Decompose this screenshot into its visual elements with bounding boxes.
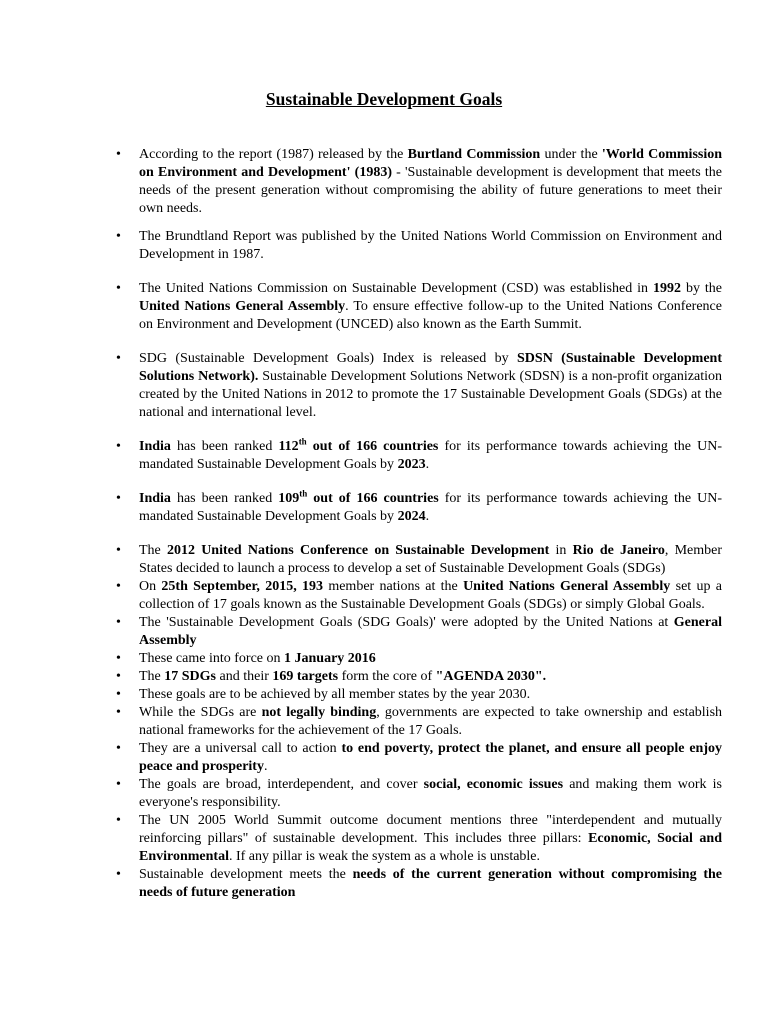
list-item: • They are a universal call to action to end poverty, protect the planet, and ensure all people enjoy peace and prosperity. [139, 740, 722, 776]
list-item: • The UN 2005 World Summit outcome document mentions three "interdependent and mutually reinforcing pillars" of sustainable development. This includes three pillars: Economic, Social and Environmental. If any pillar is weak the system as a whole is unstable. [139, 812, 722, 866]
list-item: • On 25th September, 2015, 193 member nations at the United Nations General Assembly set up a collection of 17 goals known as the Sustainable Development Goals (SDGs) or simply Global Goals. [139, 578, 722, 614]
list-item: • While the SDGs are not legally binding, governments are expected to take ownership and establish national frameworks for the achievement of the 17 Goals. [139, 704, 722, 740]
list-item: • The goals are broad, interdependent, and cover social, economic issues and making them work is everyone's responsibility. [139, 776, 722, 812]
bullet-list [0, 146, 768, 902]
list-item: • The 'Sustainable Development Goals (SDG Goals)' were adopted by the United Nations at General Assembly [139, 614, 722, 650]
list-item: • Sustainable development meets the needs of the current generation without compromising the needs of future generation [139, 866, 722, 902]
list-item: • India has been ranked 109th out of 166 countries for its performance towards achieving the UN-mandated Sustainable Development Goals by 2024. [139, 490, 722, 526]
list-item: • The Brundtland Report was published by the United Nations World Commission on Environment and Development in 1987. [139, 228, 722, 264]
list-item: • The 17 SDGs and their 169 targets form the core of "AGENDA 2030". [139, 668, 722, 686]
list-item: • India has been ranked 112th out of 166 countries for its performance towards achieving the UN-mandated Sustainable Development Goals by 2023. [139, 438, 722, 474]
list-item: • SDG (Sustainable Development Goals) Index is released by SDSN (Sustainable Development Solutions Network). Sustainable Development Solutions Network (SDSN) is a non-profit organization created by the United Nations in 2012 to promote the 17 Sustainable Development Goals (SDGs) at the national and international level. [139, 350, 722, 422]
list-item: • The 2012 United Nations Conference on Sustainable Development in Rio de Janeiro, Member States decided to launch a process to develop a set of Sustainable Development Goals (SDGs) [139, 542, 722, 578]
list-item: • The United Nations Commission on Sustainable Development (CSD) was established in 1992 by the United Nations General Assembly. To ensure effective follow-up to the United Nations Conference on Environment and Development (UNCED) also known as the Earth Summit. [139, 280, 722, 334]
page-title: Sustainable Development Goals [265, 89, 503, 109]
list-item: • These goals are to be achieved by all member states by the year 2030. [139, 686, 722, 704]
list-item: • According to the report (1987) released by the Burtland Commission under the 'World Commission on Environment and Development' (1983) - 'Sustainable development is development that meets the needs of the present generation without compromising the ability of future generations to meet their own needs. [139, 146, 722, 218]
list-item: • These came into force on 1 January 2016 [139, 650, 722, 668]
